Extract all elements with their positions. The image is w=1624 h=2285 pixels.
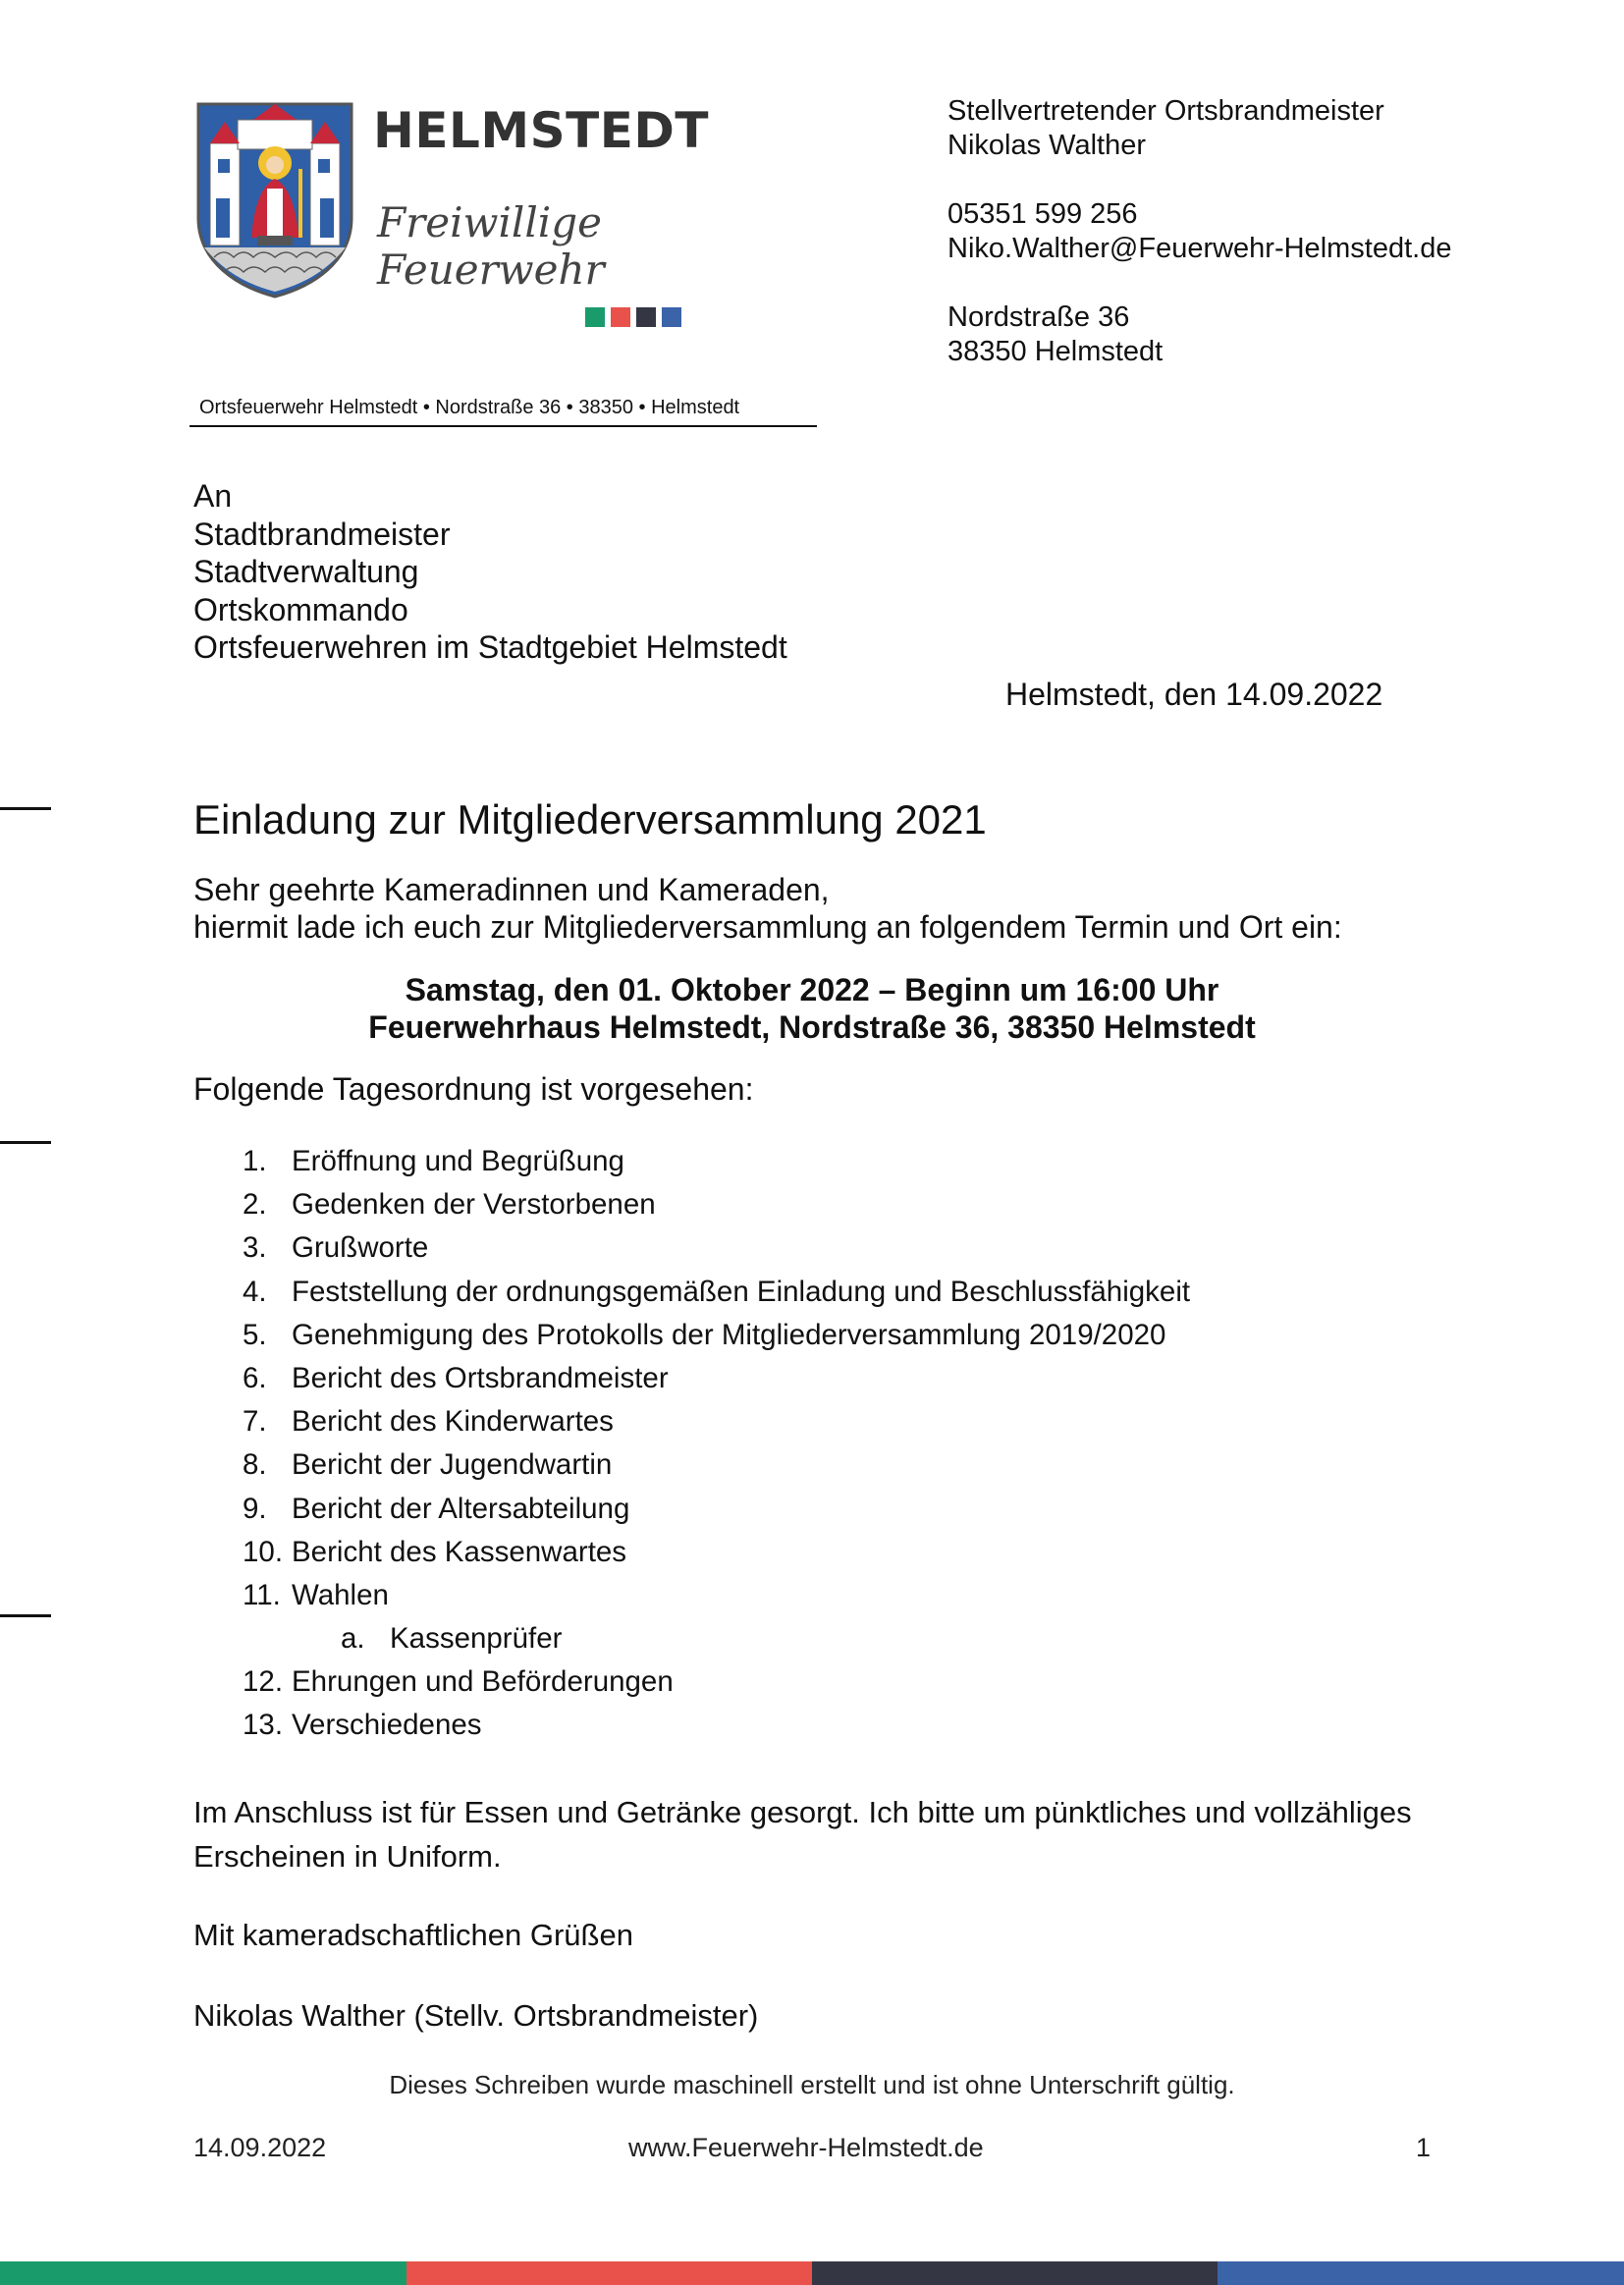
machine-generated-note: Dieses Schreiben wurde maschinell erstellt und ist ohne Unterschrift gültig. [389,2070,1235,2099]
agenda-item: 10. Bericht des Kassenwartes [243,1535,627,1568]
contact-block [947,94,1451,369]
agenda-item: 11. Wahlen [243,1578,389,1611]
salutation: Sehr geehrte Kameradinnen und Kameraden, [193,872,830,907]
recipient-line: Stadtverwaltung [193,554,419,589]
footer-bar-dark [812,2261,1218,2285]
logo-org-line2: Feuerwehr [377,245,605,294]
event-details [193,971,1431,1046]
footer-bar-blue [1218,2261,1624,2285]
agenda-item: 8. Bericht der Jugendwartin [243,1448,613,1482]
intro-text: hiermit lade ich euch zur Mitgliederversammlung an folgendem Termin und Ort ein: [193,909,1342,945]
agenda-list [243,1140,1323,1748]
sender-return-line: Ortsfeuerwehr Helmstedt • Nordstraße 36 • 38350 • Helmstedt [199,397,740,418]
contact-name: Nikolas Walther [947,130,1146,161]
footer-date: 14.09.2022 [193,2133,327,2162]
recipient-line: Ortsfeuerwehren im Stadtgebiet Helmstedt [193,629,787,665]
footer-page-number: 1 [1416,2133,1432,2162]
footer-website: www.Feuerwehr-Helmstedt.de [628,2133,984,2162]
agenda-item: 4. Feststellung der ordnungsgemäßen Einladung und Beschlussfähigkeit [243,1275,1191,1308]
date-line: Helmstedt, den 14.09.2022 [1005,677,1383,712]
contact-role: Stellvertretender Ortsbrandmeister [947,95,1384,127]
agenda-item: 2. Gedenken der Verstorbenen [243,1188,656,1222]
agenda-item: 7. Bericht des Kinderwartes [243,1405,614,1439]
logo-org-line1: Freiwillige [377,198,602,246]
signature-name: Nikolas Walther (Stellv. Ortsbrandmeister) [193,1998,759,2033]
footer-bar-red [406,2261,812,2285]
contact-email: Niko.Walther@Feuerwehr-Helmstedt.de [947,233,1452,264]
brand-square-dark [636,307,656,327]
agenda-item: 13. Verschiedenes [243,1709,482,1742]
fold-mark-bottom [0,1614,51,1617]
greeting: Mit kameradschaftlichen Grüßen [193,1918,633,1952]
fold-mark-hole [0,1141,51,1144]
subject-heading: Einladung zur Mitgliederversammlung 2021 [193,796,987,843]
sender-underline [189,425,817,427]
logo-city-name: HELMSTEDT [373,102,709,159]
recipient-line: An [193,478,233,514]
agenda-item: 9. Bericht der Altersabteilung [243,1492,630,1525]
closing-line-1: Im Anschluss ist für Essen und Getränke gesorgt. Ich bitte um pünktliches und vollzähliges [193,1795,1412,1829]
agenda-item: 1. Eröffnung und Begrüßung [243,1145,624,1177]
event-where: Feuerwehrhaus Helmstedt, Nordstraße 36, 38350 Helmstedt [368,1009,1256,1045]
contact-city: 38350 Helmstedt [947,336,1164,367]
agenda-item: 5. Genehmigung des Protokolls der Mitgliederversammlung 2019/2020 [243,1318,1166,1351]
contact-street: Nordstraße 36 [947,301,1130,333]
brand-square-green [585,307,605,327]
closing-paragraph [193,1790,1412,1878]
agenda-item: 12. Ehrungen und Beförderungen [243,1665,674,1699]
contact-phone: 05351 599 256 [947,198,1138,230]
recipient-line: Stadtbrandmeister [193,516,451,552]
event-when: Samstag, den 01. Oktober 2022 – Beginn um 16:00 Uhr [405,972,1219,1007]
recipient-line: Ortskommando [193,591,408,627]
brand-square-blue [662,307,681,327]
brand-square-red [611,307,630,327]
fold-mark-top [0,807,51,810]
footer-bar-green [0,2261,406,2285]
coat-of-arms-logo [194,100,355,299]
agenda-item: 3. Grußworte [243,1231,429,1265]
agenda-item: 6. Bericht des Ortsbrandmeister [243,1361,669,1394]
agenda-intro: Folgende Tagesordnung ist vorgesehen: [193,1071,754,1107]
closing-line-2: Erscheinen in Uniform. [193,1839,502,1874]
recipient-block [193,477,787,667]
agenda-subitem: a. Kassenprüfer [341,1622,563,1656]
